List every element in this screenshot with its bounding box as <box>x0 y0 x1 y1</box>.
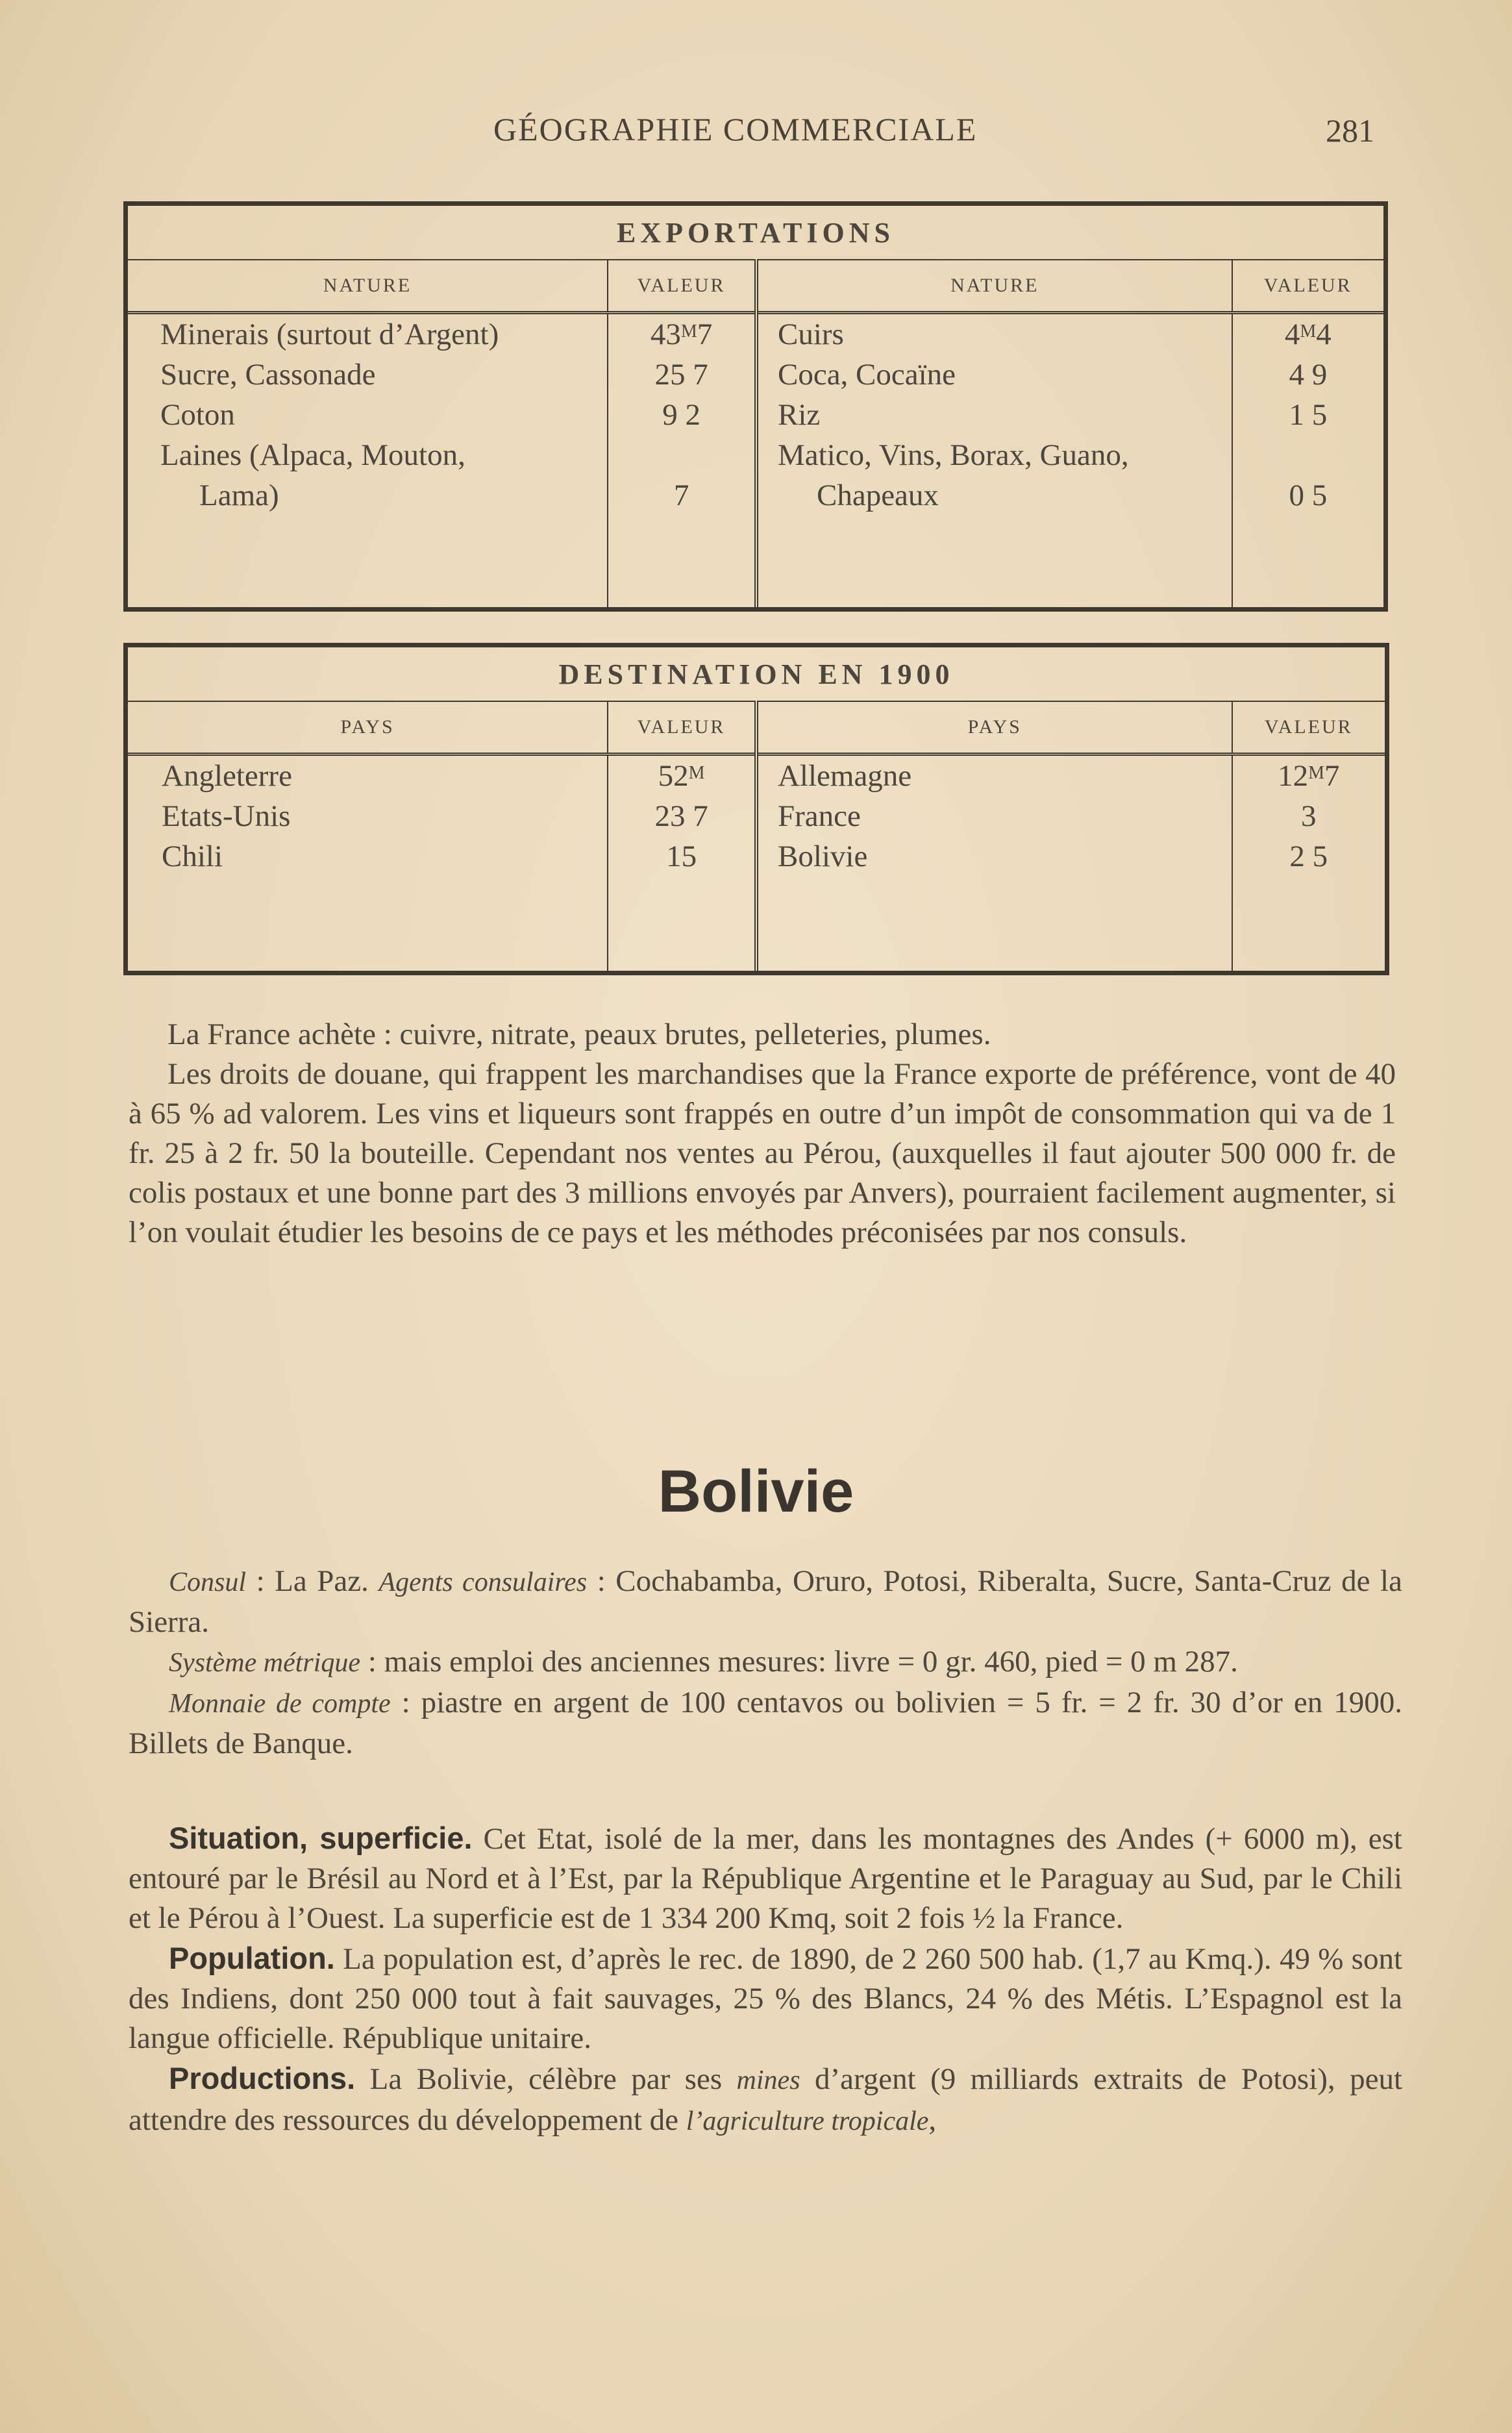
france-paragraph <box>129 1015 1396 1253</box>
value-item: 15 <box>666 840 697 873</box>
list-item: Allemagne <box>777 759 912 793</box>
exports-col-valeur-left: VALEUR <box>608 260 756 313</box>
destination-left-countries <box>126 755 608 973</box>
list-item: Etats-Unis <box>162 799 291 833</box>
exports-col-nature-right: NATURE <box>756 260 1232 313</box>
exports-title: EXPORTATIONS <box>126 204 1386 260</box>
paragraph-line: Les droits de douane, qui frappent les marchandises que la France exporte de préférence, vont de 40 à 65 % ad valorem. Les vins et liqueurs sont frappés en outre d’un impôt de consommation qui va de 1 fr. 25 à 2 fr. 50 la bouteille. Cependant nos ventes au Pérou, (auxquelles il faut ajouter 500 000 fr. de colis postaux et une bonne part des 3 millions envoyés par Anvers), pourraient facilement augmenter, si l’on voulait étudier les besoins de ce pays et les méthodes préconisées par nos consuls. <box>129 1057 1396 1249</box>
exports-left-names <box>126 313 608 610</box>
value-item: 0 5 <box>1289 479 1328 512</box>
productions-paragraph: Productions. La Bolivie, célèbre par ses mines d’argent (9 milliards extraits de Potosi), peut attendre des ressources du développement de l’agriculture tropicale, <box>129 2061 1403 2137</box>
list-item: Sucre, Cassonade <box>160 358 376 392</box>
value-item: $12^M7$ <box>1278 759 1340 793</box>
exports-col-valeur-right: VALEUR <box>1232 260 1386 313</box>
value-item: 3 <box>1301 799 1317 833</box>
list-item: Minerais (surtout d’Argent) <box>160 318 499 351</box>
list-item: Coca, Cocaïne <box>777 358 956 392</box>
exports-table <box>123 201 1388 612</box>
list-item: Chapeaux <box>816 479 939 512</box>
destination-title: DESTINATION EN 1900 <box>126 645 1387 702</box>
bolivie-info <box>129 1562 1402 1764</box>
destination-col-pays-left: PAYS <box>126 701 608 755</box>
list-item: Matico, Vins, Borax, Guano, <box>777 438 1129 472</box>
population-paragraph: Population. La population est, d’après le rec. de 1890, de 2 260 500 hab. (1,7 au Kmq.). 49 % sont des Indiens, dont 250 000 tout à fait sauvages, 25 % des Blancs, 24 % des Métis. L’Espagnol est la langue officielle. République unitaire. <box>129 1941 1402 2055</box>
value-item <box>1233 435 1383 475</box>
metrique-line: Système métrique : mais emploi des anciennes mesures: livre = 0 gr. 460, pied = 0 m 287. <box>169 1645 1238 1678</box>
list-item: Coton <box>160 398 235 432</box>
exports-left-values <box>608 313 756 610</box>
destination-right-values <box>1232 755 1387 973</box>
value-item <box>608 435 754 475</box>
value-item: 2 5 <box>1289 840 1328 873</box>
paragraph-line: La France achète : cuivre, nitrate, peaux brutes, pelleteries, plumes. <box>167 1017 991 1051</box>
page-number: 281 <box>1326 112 1374 149</box>
destination-table <box>123 643 1389 975</box>
value-item: 9 2 <box>662 398 700 432</box>
list-item: Laines (Alpaca, Mouton, <box>160 438 465 472</box>
destination-col-valeur-right: VALEUR <box>1232 701 1387 755</box>
consul-line: Consul : La Paz. Agents consulaires : Cochabamba, Oruro, Potosi, Riberalta, Sucre, Santa-Cruz de la Sierra. <box>129 1564 1402 1639</box>
section-heading-bolivie: Bolivie <box>658 1458 854 1525</box>
exports-col-nature-left: NATURE <box>126 260 608 313</box>
value-item: 7 <box>673 479 689 512</box>
list-item: Cuirs <box>777 318 844 351</box>
destination-right-countries <box>756 755 1232 973</box>
situation-paragraph: Situation, superficie. Cet Etat, isolé de la mer, dans les montagnes des Andes (+ 6000 m), est entouré par le Brésil au Nord et à l’Est, par la République Argentine et le Paraguay au Sud, par le Chili et le Pérou à l’Ouest. La superficie est de 1 334 200 Kmq, soit 2 fois ½ la France. <box>129 1821 1402 1935</box>
value-item: 4 9 <box>1289 358 1328 392</box>
monnaie-line: Monnaie de compte : piastre en argent de 100 centavos ou bolivien = 5 fr. = 2 fr. 30 d’or en 1900. Billets de Banque. <box>129 1686 1402 1760</box>
list-item: Angleterre <box>162 759 292 793</box>
running-title: GÉOGRAPHIE COMMERCIALE <box>493 111 978 147</box>
list-item: Bolivie <box>777 840 868 873</box>
running-header <box>0 110 1512 156</box>
exports-right-values <box>1232 313 1386 610</box>
value-item: $52^M$ <box>658 759 705 793</box>
value-item: $4^M4$ <box>1284 318 1332 351</box>
value-item: 25 7 <box>654 358 708 392</box>
list-item: Riz <box>777 398 821 432</box>
bolivie-sections <box>129 1818 1402 2141</box>
list-item: Chili <box>162 840 223 873</box>
value-item: $43^M7$ <box>650 318 713 351</box>
value-item: 23 7 <box>654 799 708 833</box>
destination-left-values <box>608 755 756 973</box>
destination-col-valeur-left: VALEUR <box>608 701 756 755</box>
destination-col-pays-right: PAYS <box>756 701 1232 755</box>
value-item: 1 5 <box>1289 398 1328 432</box>
list-item: France <box>777 799 861 833</box>
exports-right-names <box>756 313 1232 610</box>
list-item: Lama) <box>199 479 279 512</box>
